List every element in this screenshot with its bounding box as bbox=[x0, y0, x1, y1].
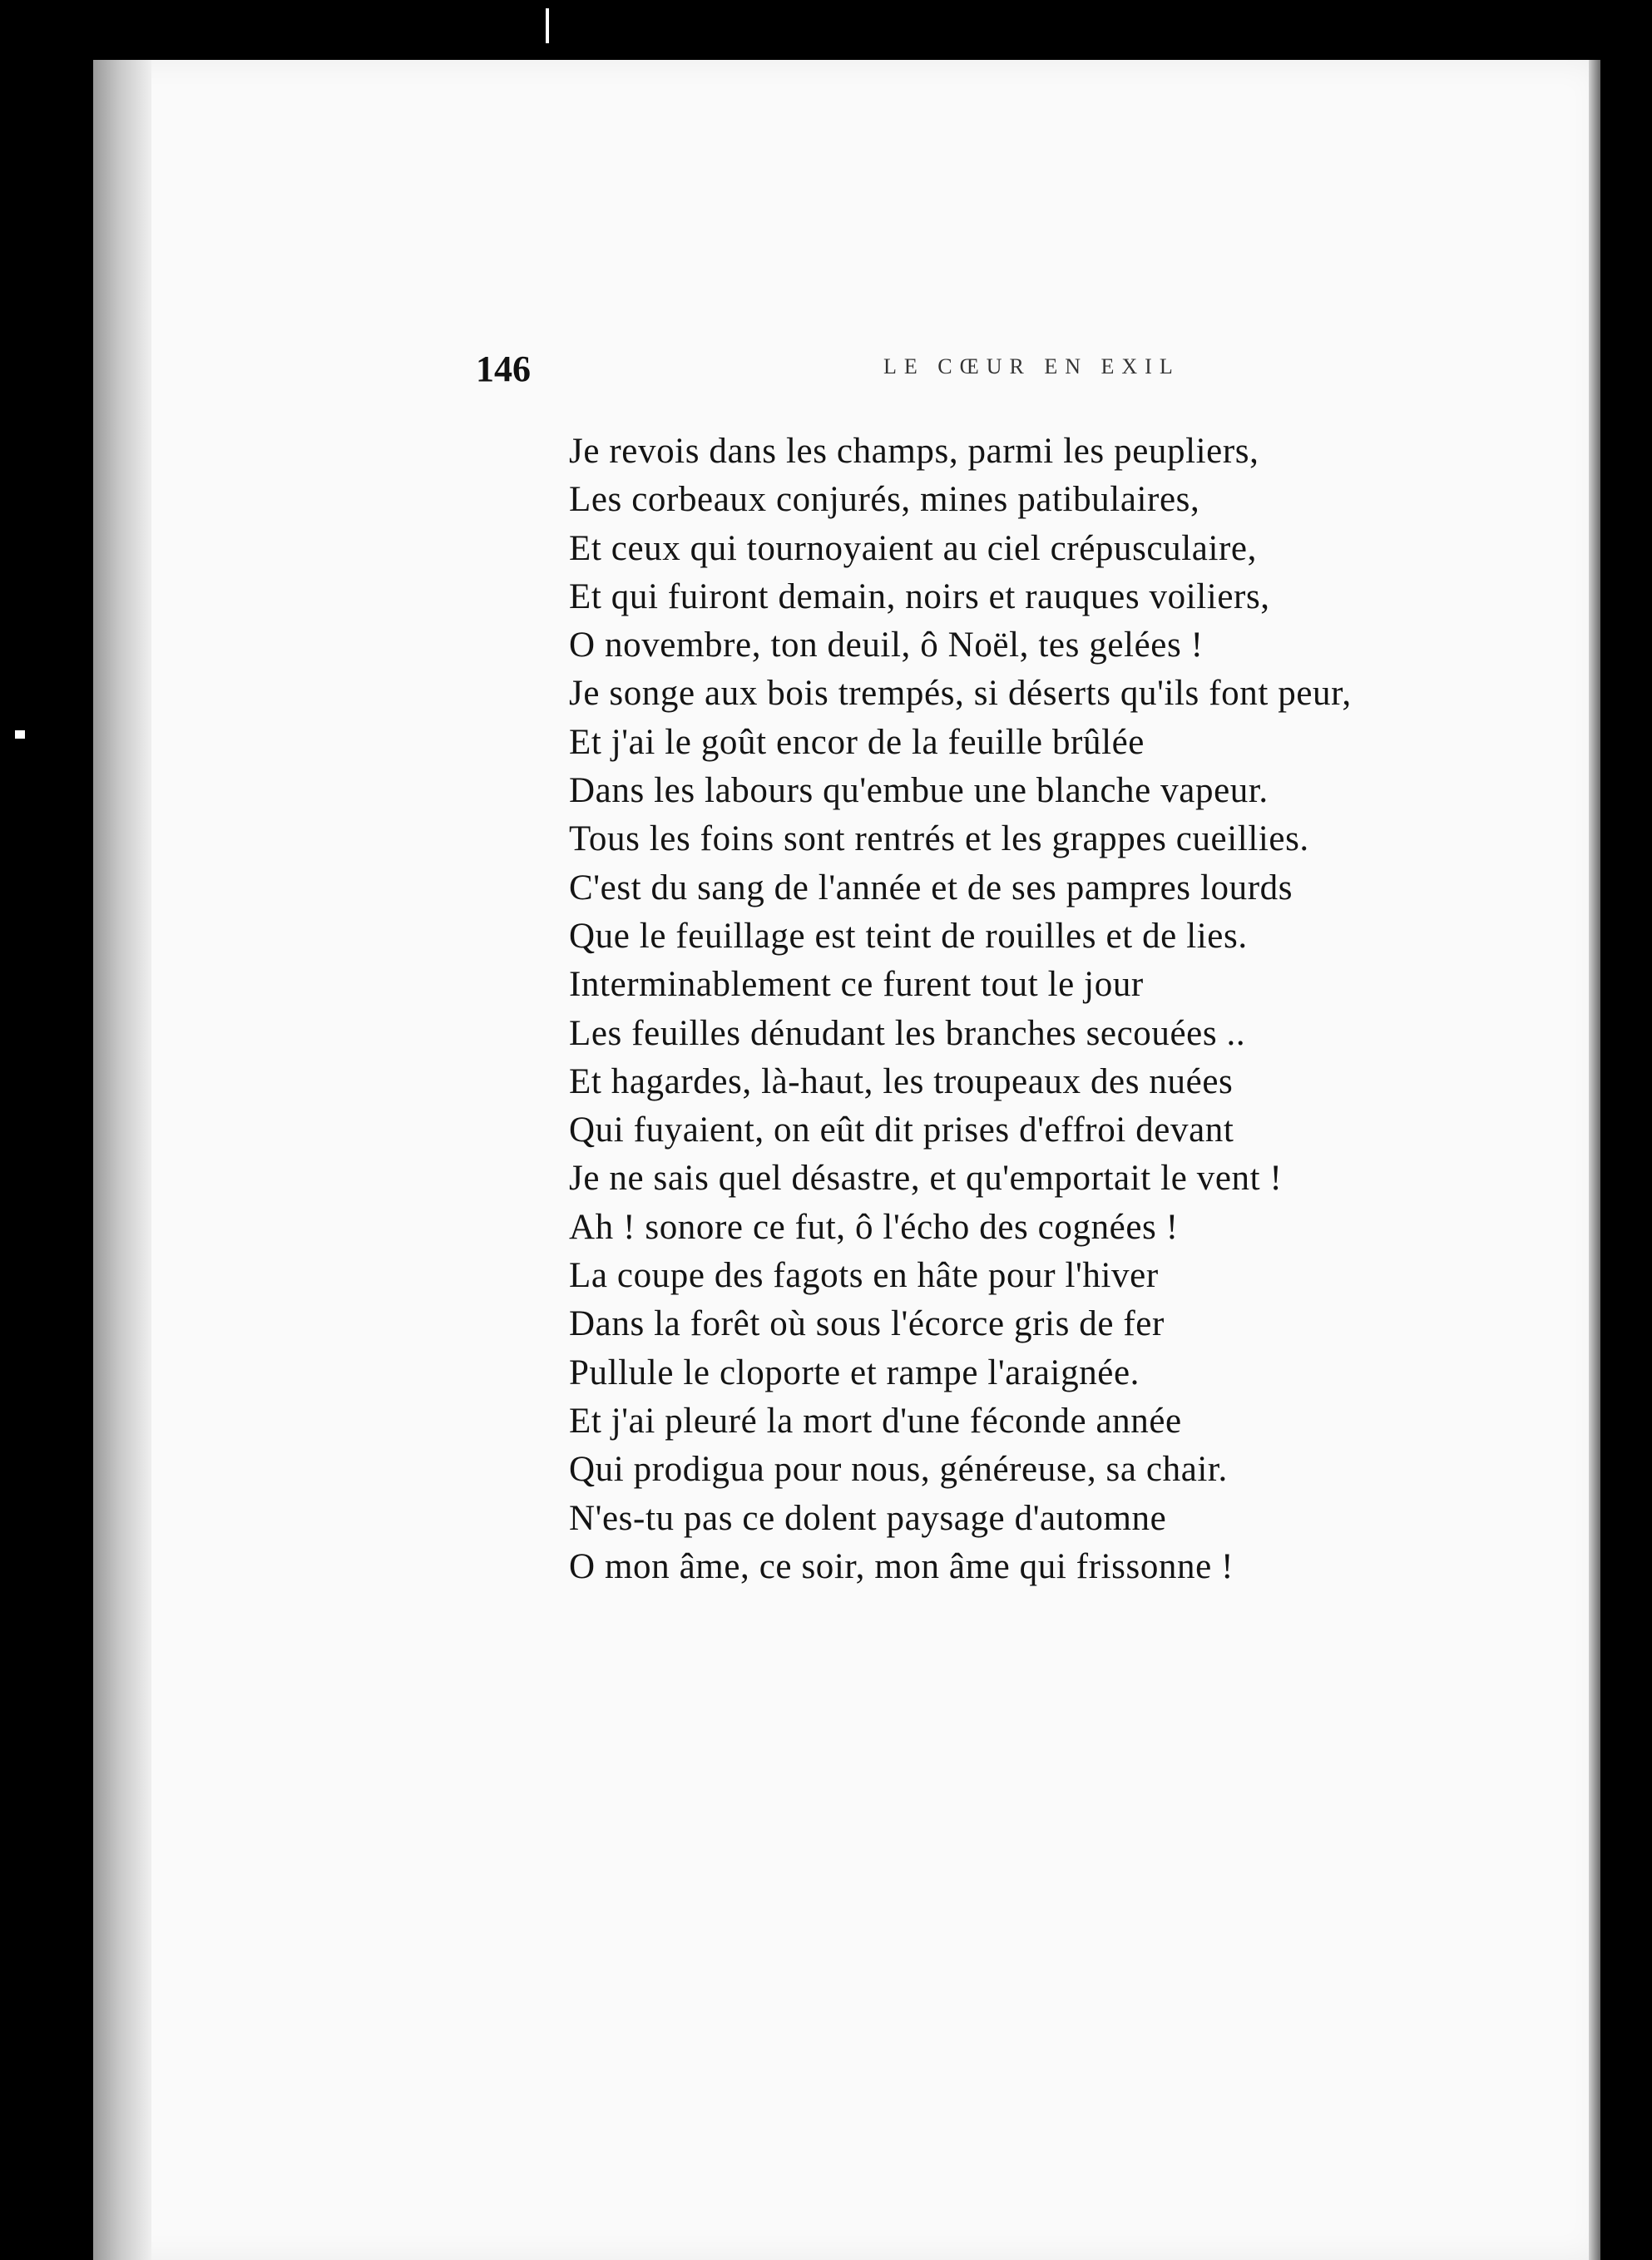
page-gutter-shadow bbox=[93, 60, 151, 2260]
poem-line: Dans les labours qu'embue une blanche vapeur. bbox=[569, 771, 1269, 811]
page-number: 146 bbox=[476, 349, 531, 389]
poem-line: Je ne sais quel désastre, et qu'emportait le vent ! bbox=[569, 1159, 1283, 1199]
poem-line: Pullule le cloporte et rampe l'araignée. bbox=[569, 1353, 1140, 1392]
facing-page-edge bbox=[1589, 60, 1600, 2260]
scan-artifact-dot bbox=[15, 730, 25, 739]
page-header bbox=[476, 348, 1224, 398]
poem-line: Les feuilles dénudant les branches secouées .. bbox=[569, 1013, 1246, 1053]
scan-artifact-mark bbox=[546, 8, 549, 43]
poem-line: O novembre, ton deuil, ô Noël, tes gelées ! bbox=[569, 626, 1204, 665]
poem-line: Qui prodigua pour nous, généreuse, sa chair. bbox=[569, 1450, 1228, 1490]
poem-line: Les corbeaux conjurés, mines patibulaires, bbox=[569, 480, 1200, 520]
poem-line: N'es-tu pas ce dolent paysage d'automne bbox=[569, 1498, 1167, 1538]
poem-line: Que le feuillage est teint de rouilles et de lies. bbox=[569, 916, 1248, 956]
poem-line: Tous les foins sont rentrés et les grappes cueillies. bbox=[569, 819, 1309, 859]
poem-line: La coupe des fagots en hâte pour l'hiver bbox=[569, 1256, 1159, 1296]
running-title: LE CŒUR EN EXIL bbox=[883, 354, 1180, 378]
poem-line: Je songe aux bois trempés, si déserts qu'ils font peur, bbox=[569, 674, 1352, 714]
poem-line: Et hagardes, là-haut, les troupeaux des nuées bbox=[569, 1061, 1234, 1101]
poem-line: C'est du sang de l'année et de ses pampres lourds bbox=[569, 868, 1293, 907]
poem-line: Et ceux qui tournoyaient au ciel crépusculaire, bbox=[569, 528, 1257, 568]
poem-line: Qui fuyaient, on eût dit prises d'effroi devant bbox=[569, 1110, 1234, 1150]
poem-line: Dans la forêt où sous l'écorce gris de fer bbox=[569, 1304, 1165, 1344]
poem-line: Je revois dans les champs, parmi les peupliers, bbox=[569, 432, 1259, 471]
poem-line: Ah ! sonore ce fut, ô l'écho des cognées ! bbox=[569, 1207, 1179, 1247]
poem-line: Et j'ai pleuré la mort d'une féconde année bbox=[569, 1401, 1182, 1441]
poem-line: Et qui fuiront demain, noirs et rauques voiliers, bbox=[569, 576, 1270, 616]
poem-text bbox=[569, 428, 1567, 1591]
poem-line: O mon âme, ce soir, mon âme qui frissonne ! bbox=[569, 1546, 1234, 1586]
poem-line: Et j'ai le goût encor de la feuille brûlée bbox=[569, 722, 1145, 762]
poem-line: Interminablement ce furent tout le jour bbox=[569, 965, 1144, 1005]
